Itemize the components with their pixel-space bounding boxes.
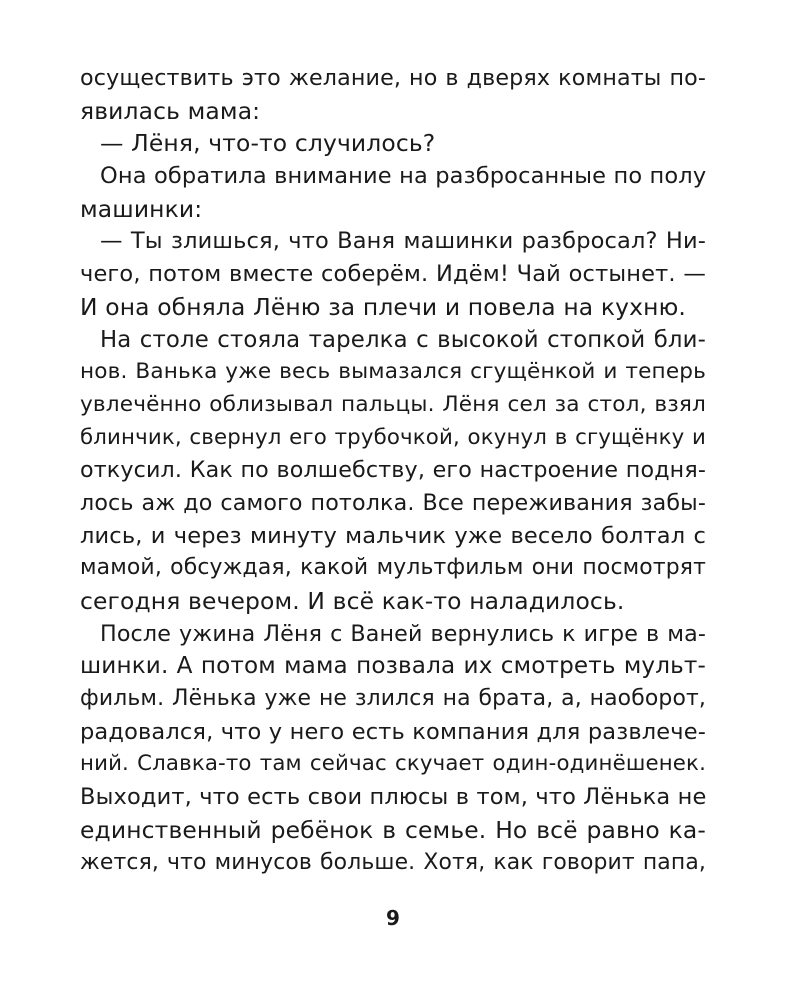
text-line: машинки:: [80, 194, 203, 223]
text-line: жется, что минусов больше. Хотя, как говорит папа,: [80, 849, 706, 875]
text-line: На столе стояла тарелка с высокой стопкой бли-: [100, 326, 706, 353]
text-line: И она обняла Лёню за плечи и повела на кухню.: [80, 292, 686, 321]
text-line: После ужина Лёня с Ваней вернулись к игре в ма-: [100, 620, 706, 647]
text-line: лись, и через минуту мальчик уже весело болтал с: [80, 522, 706, 549]
text-line: сегодня вечером. И всё как-то наладилось.: [80, 587, 625, 615]
text-line: мамой, обсуждая, какой мультфильм они посмотрят: [80, 555, 706, 581]
text-line: нов. Ванька уже весь вымазался сгущёнкой и теперь: [80, 359, 706, 385]
text-line: лось аж до самого потолка. Все переживания забы-: [80, 489, 706, 516]
text-line: увлечённо облизывал пальцы. Лёня сел за стол, взял: [80, 391, 706, 417]
text-line: — Ты злишься, что Ваня машинки разбросал? Ни-: [100, 228, 706, 255]
text-line: осуществить это желание, но в дверях комнаты по-: [80, 65, 706, 91]
text-line: Она обратила внимание на разбросанные по полу: [100, 163, 707, 190]
text-line: явилась мама:: [80, 96, 261, 125]
text-line: — Лёня, что-то случилось?: [100, 129, 436, 158]
text-line: Выходит, что есть свои плюсы в том, что Лёнька не: [80, 784, 707, 811]
text-line: чего, потом вместе соберём. Идём! Чай остынет. —: [80, 261, 706, 288]
page-number: 9: [386, 906, 400, 930]
text-line: шинки. А потом мама позвала их смотреть мульт-: [80, 653, 706, 680]
body-text: [80, 62, 706, 879]
text-line: фильм. Лёнька уже не злился на брата, а, наоборот,: [80, 686, 706, 712]
text-line: единственный ребёнок в семье. Но всё равно ка-: [80, 815, 706, 844]
text-line: откусил. Как по волшебству, его настроение подня-: [80, 457, 706, 484]
text-line: радовался, что у него есть компания для развлече-: [80, 718, 706, 745]
text-line: ний. Славка-то там сейчас скучает один-одинёшенек.: [80, 751, 706, 777]
text-line: блинчик, свернул его трубочкой, окунул в сгущёнку и: [80, 424, 706, 450]
